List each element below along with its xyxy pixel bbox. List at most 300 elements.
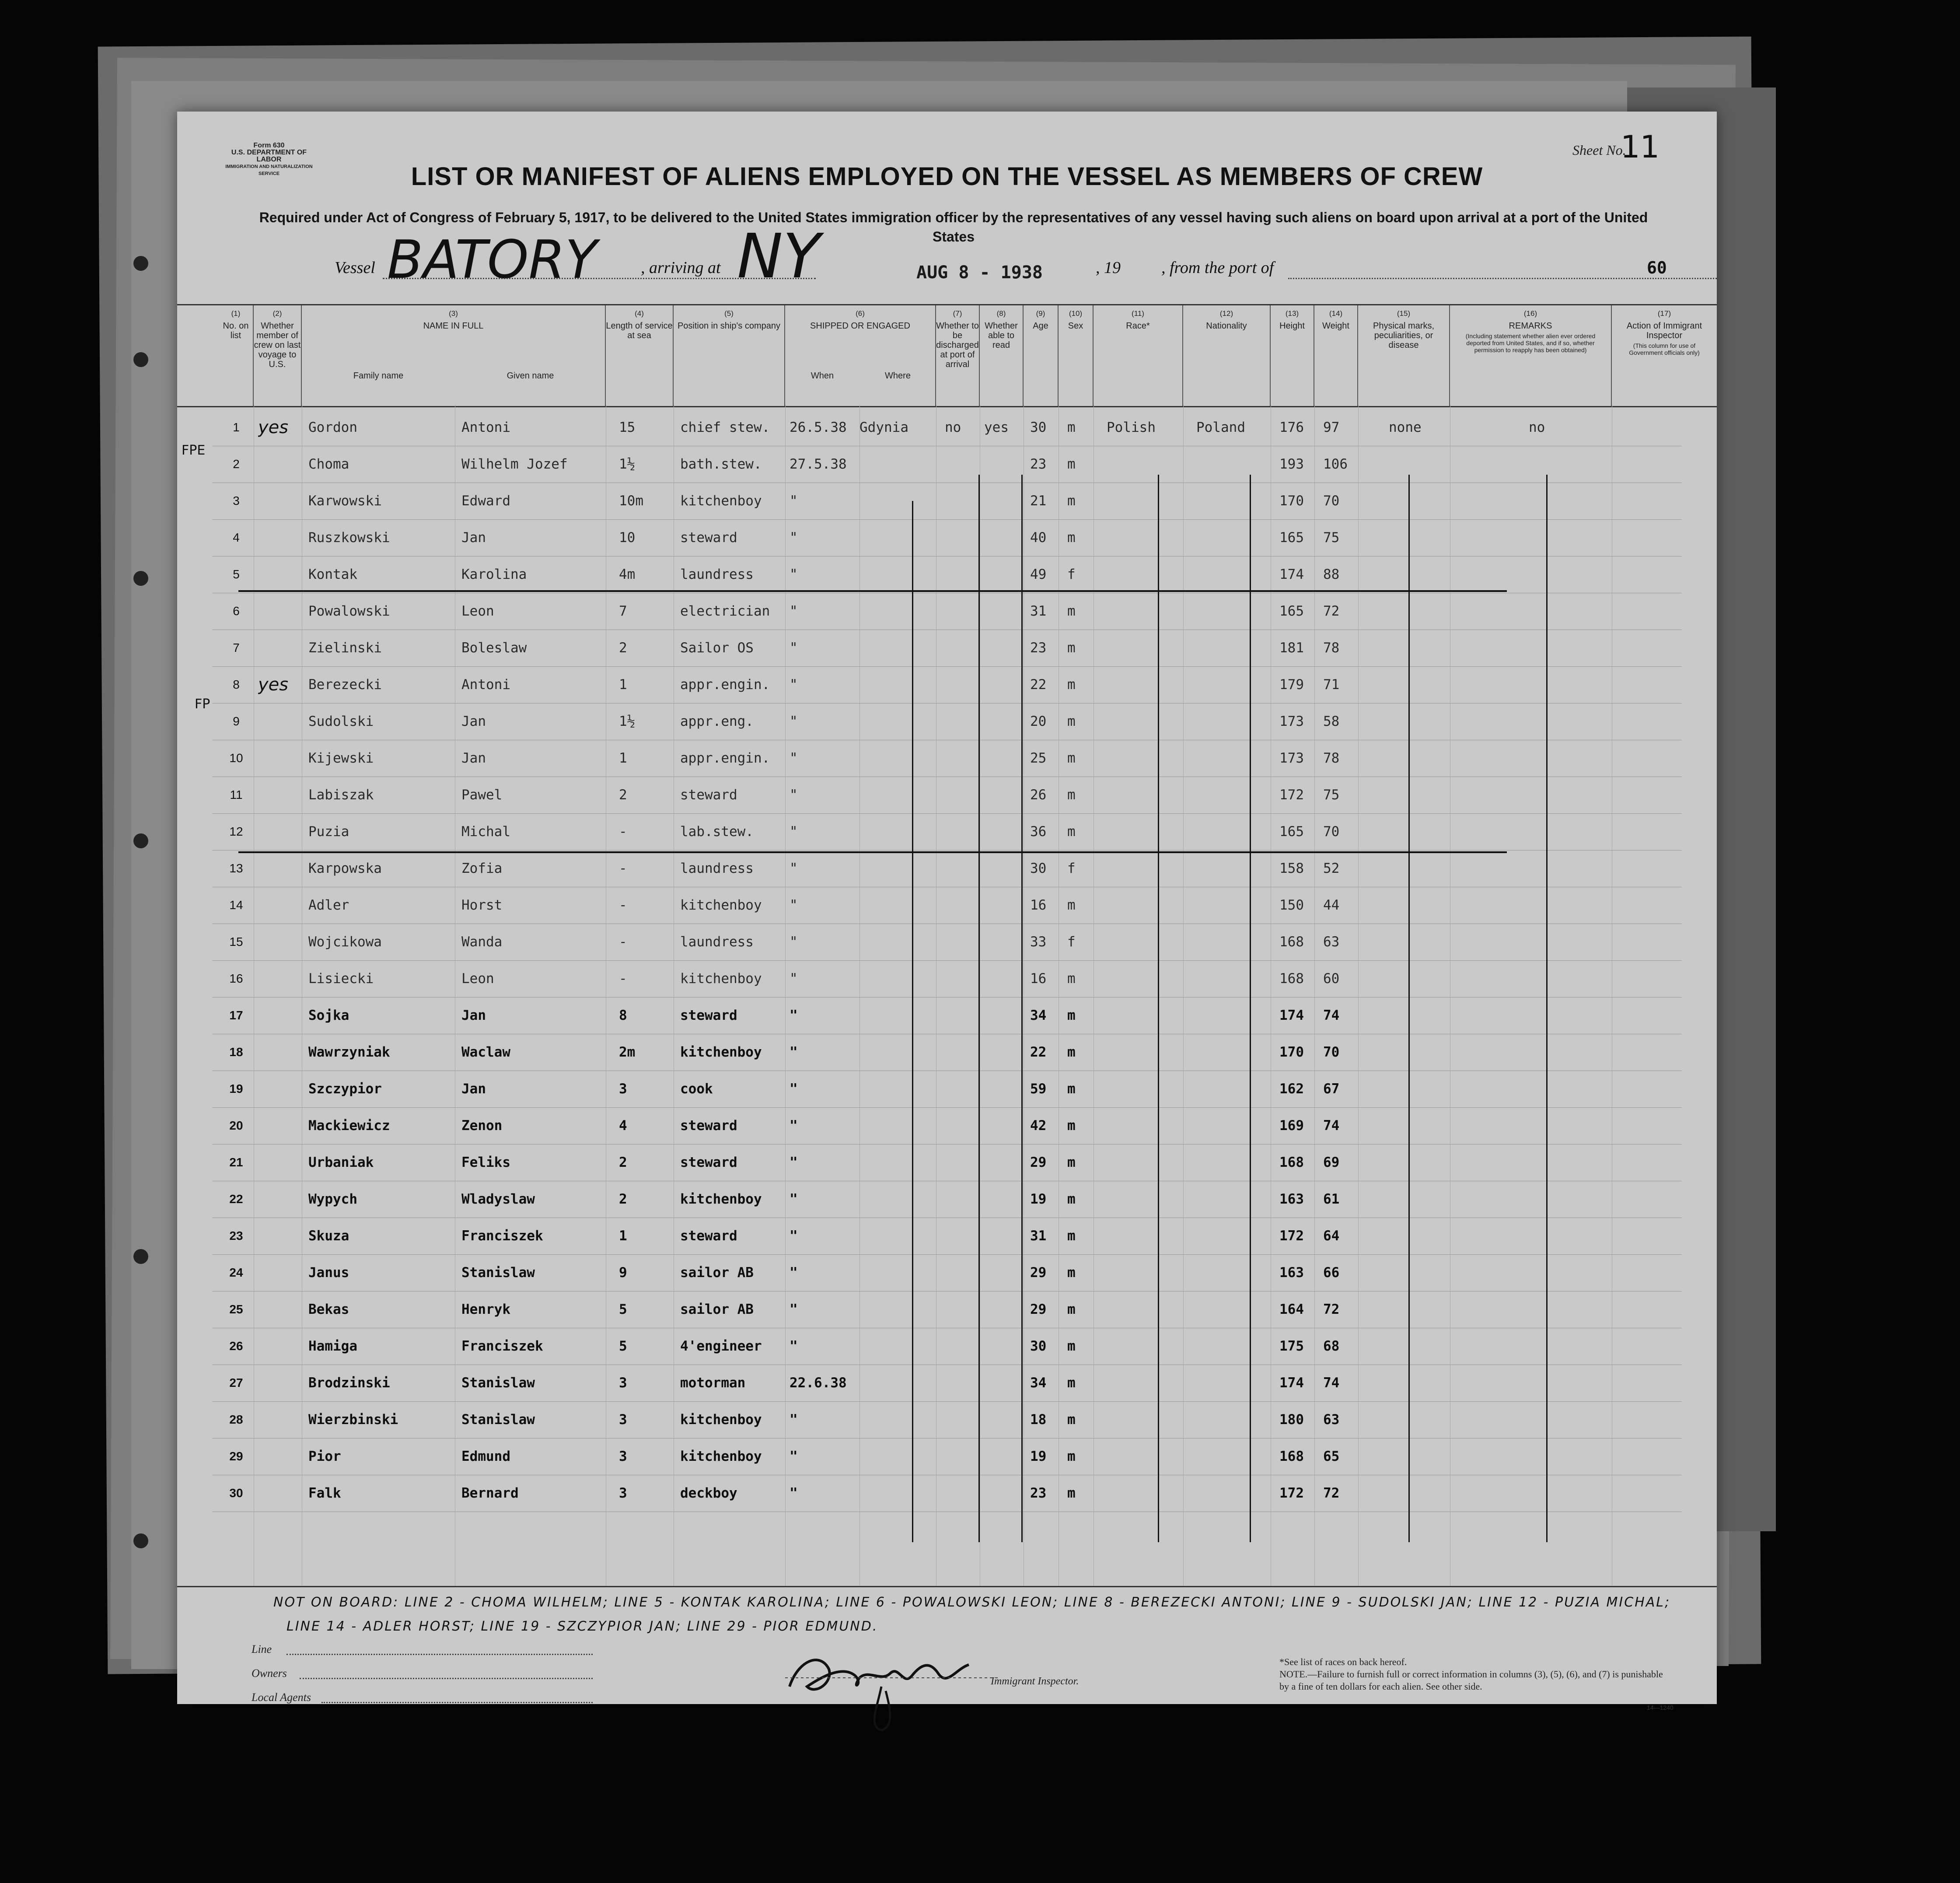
cell-race (1107, 1034, 1183, 1071)
cell-sex: m (1067, 530, 1076, 546)
cell-nationality (1196, 740, 1271, 777)
cell-marks (1389, 1218, 1450, 1254)
cell-service: 3 (619, 1485, 627, 1501)
cell-read (984, 703, 1024, 740)
cell-marks (1389, 960, 1450, 997)
cell-where (859, 1401, 934, 1438)
cell-race (1107, 813, 1183, 850)
table-bottom-rule (177, 1586, 1717, 1587)
cell-remarks (1529, 666, 1612, 703)
cell-height: 172 (1279, 1485, 1304, 1501)
cell-remarks (1529, 593, 1612, 630)
cell-no: 15 (229, 935, 243, 948)
cell-position: steward (680, 530, 737, 546)
cell-read (984, 483, 1024, 519)
cell-age: 31 (1030, 603, 1047, 619)
cell-position: steward (680, 1008, 737, 1023)
cell-last (258, 924, 306, 960)
cell-discharged (945, 666, 980, 703)
cell-remarks (1529, 777, 1612, 813)
cell-remarks (1529, 813, 1612, 850)
cell-where (859, 1254, 934, 1291)
cell-marks (1389, 1401, 1450, 1438)
cell-no: 9 (233, 714, 240, 728)
cell-family: Kontak (308, 567, 357, 582)
col-head-nationality: (12) Nationality (1183, 305, 1271, 406)
owners-dotline (300, 1678, 593, 1679)
cell-service: - (619, 934, 627, 950)
cell-marks (1389, 1181, 1450, 1218)
cell-no: 11 (230, 788, 243, 802)
cell-given: Waclaw (461, 1044, 510, 1060)
cell-age: 34 (1030, 1008, 1047, 1023)
cell-discharged (945, 593, 980, 630)
col-head-discharged: (7) Whether to be discharged at port of arrival (936, 305, 980, 406)
cell-marks (1389, 777, 1450, 813)
cell-position: steward (680, 1228, 737, 1244)
cell-read (984, 887, 1024, 924)
cell-height: 193 (1279, 456, 1304, 472)
cell-remarks (1529, 924, 1612, 960)
binder-hole (133, 1533, 148, 1548)
cell-family: Gordon (308, 420, 357, 435)
cell-given: Edmund (461, 1449, 510, 1464)
cell-nationality (1196, 1328, 1271, 1365)
cell-no: 23 (229, 1229, 243, 1242)
cell-weight: 70 (1323, 1044, 1340, 1060)
cell-sex: m (1067, 1375, 1076, 1391)
cell-given: Wanda (461, 934, 503, 950)
cell-where (859, 997, 934, 1034)
cell-family: Mackiewicz (308, 1118, 390, 1134)
cell-nationality (1196, 1107, 1271, 1144)
cell-given: Wladyslaw (461, 1191, 535, 1207)
cell-sex: m (1067, 677, 1076, 693)
binder-hole (133, 352, 148, 367)
cell-age: 19 (1030, 1191, 1047, 1207)
cell-last (258, 1254, 306, 1291)
cell-family: Janus (308, 1265, 349, 1281)
cell-weight: 75 (1323, 530, 1340, 546)
strike-row-12 (238, 851, 1507, 853)
cell-height: 170 (1279, 1044, 1304, 1060)
cell-discharged (945, 1291, 980, 1328)
cell-sex: m (1067, 456, 1076, 472)
cell-service: 3 (619, 1412, 627, 1428)
cell-when: " (790, 1008, 798, 1023)
cell-race (1107, 1218, 1183, 1254)
cell-where (859, 887, 934, 924)
cell-marks (1389, 813, 1450, 850)
cell-marks (1389, 1034, 1450, 1071)
cell-race (1107, 1107, 1183, 1144)
cell-age: 29 (1030, 1265, 1047, 1281)
cell-where: Gdynia (859, 420, 908, 435)
sheet-number: 11 (1621, 129, 1660, 165)
cell-race (1107, 556, 1183, 593)
cell-sex: m (1067, 824, 1076, 840)
cell-weight: 71 (1323, 677, 1340, 693)
cell-sex: m (1067, 1155, 1076, 1170)
cell-remarks (1529, 850, 1612, 887)
cell-height: 181 (1279, 640, 1304, 656)
cell-race (1107, 960, 1183, 997)
cell-last (258, 1144, 306, 1181)
cell-last (258, 1218, 306, 1254)
cell-sex: f (1067, 861, 1076, 876)
cell-remarks: no (1529, 420, 1545, 435)
cell-where (859, 850, 934, 887)
cell-no: 16 (229, 972, 243, 985)
cell-where (859, 593, 934, 630)
cell-position: kitchenboy (680, 1412, 762, 1428)
cell-where (859, 1328, 934, 1365)
table-row (177, 1034, 1717, 1071)
manifest-page (177, 112, 1717, 1711)
cell-age: 29 (1030, 1302, 1047, 1317)
cell-service: 1 (619, 677, 627, 693)
cell-read (984, 593, 1024, 630)
cell-nationality (1196, 1034, 1271, 1071)
cell-service: 1 (619, 750, 627, 766)
cell-position: kitchenboy (680, 971, 762, 987)
cell-weight: 66 (1323, 1265, 1340, 1281)
cell-family: Karpowska (308, 861, 382, 876)
cell-age: 30 (1030, 420, 1047, 435)
cell-height: 162 (1279, 1081, 1304, 1097)
cell-family: Hamiga (308, 1338, 357, 1354)
cell-discharged (945, 1438, 980, 1475)
cell-no: 8 (233, 678, 240, 691)
cell-age: 25 (1030, 750, 1047, 766)
cell-marks (1389, 630, 1450, 666)
ditto-stroke-remarks (1546, 475, 1548, 1542)
races-note: *See list of races on back hereof. (1279, 1656, 1407, 1667)
cell-position: chief stew. (680, 420, 770, 435)
cell-remarks (1529, 1365, 1612, 1401)
cell-service: 5 (619, 1338, 627, 1354)
cell-read (984, 1328, 1024, 1365)
cell-height: 172 (1279, 787, 1304, 803)
cell-no: 10 (229, 751, 243, 765)
cell-service: 8 (619, 1008, 627, 1023)
cell-service: 2m (619, 1044, 636, 1060)
cell-given: Leon (461, 971, 494, 987)
cell-sex: m (1067, 1485, 1076, 1501)
cell-discharged (945, 1107, 980, 1144)
cell-sex: m (1067, 420, 1076, 435)
cell-sex: m (1067, 750, 1076, 766)
corner-number: 60 (1647, 258, 1667, 277)
cell-given: Horst (461, 897, 503, 913)
cell-sex: m (1067, 1081, 1076, 1097)
cell-no: 30 (229, 1486, 243, 1500)
strike-row-5 (238, 590, 1507, 592)
cell-marks (1389, 1438, 1450, 1475)
cell-age: 33 (1030, 934, 1047, 950)
col-head-shipped: (6) SHIPPED OR ENGAGED When Where (785, 305, 936, 406)
cell-race (1107, 593, 1183, 630)
cell-where (859, 1181, 934, 1218)
cell-sex: m (1067, 493, 1076, 509)
cell-discharged (945, 777, 980, 813)
cell-age: 16 (1030, 897, 1047, 913)
cell-weight: 75 (1323, 787, 1340, 803)
cell-position: appr.eng. (680, 714, 754, 729)
cell-given: Henryk (461, 1302, 510, 1317)
cell-nationality (1196, 813, 1271, 850)
action-note: (This column for use of Government officials only) (1629, 342, 1700, 356)
cell-position: electrician (680, 603, 770, 619)
cell-service: - (619, 897, 627, 913)
cell-service: 4 (619, 1118, 627, 1134)
cell-marks (1389, 997, 1450, 1034)
cell-weight: 78 (1323, 750, 1340, 766)
cell-service: 4m (619, 567, 636, 582)
cell-marks (1389, 740, 1450, 777)
cell-nationality (1196, 1254, 1271, 1291)
cell-service: 2 (619, 640, 627, 656)
cell-nationality (1196, 593, 1271, 630)
cell-weight: 72 (1323, 1302, 1340, 1317)
cell-discharged (945, 1218, 980, 1254)
cell-no: 14 (229, 898, 243, 912)
table-row (177, 740, 1717, 777)
cell-no: 25 (229, 1302, 243, 1316)
cell-weight: 68 (1323, 1338, 1340, 1354)
cell-no: 2 (233, 457, 240, 471)
cell-discharged (945, 1475, 980, 1512)
cell-race (1107, 1438, 1183, 1475)
binder-hole (133, 833, 148, 848)
table-row (177, 1107, 1717, 1144)
cell-position: sailor AB (680, 1302, 754, 1317)
cell-discharged (945, 887, 980, 924)
cell-last (258, 1071, 306, 1107)
cell-last (258, 630, 306, 666)
cell-last (258, 1107, 306, 1144)
cell-discharged (945, 1144, 980, 1181)
cell-nationality (1196, 777, 1271, 813)
cell-last (258, 887, 306, 924)
cell-discharged (945, 519, 980, 556)
cell-marks (1389, 703, 1450, 740)
cell-race (1107, 1071, 1183, 1107)
cell-family: Sudolski (308, 714, 374, 729)
table-row (177, 777, 1717, 813)
cell-weight: 64 (1323, 1228, 1340, 1244)
cell-service: 1½ (619, 714, 636, 729)
cell-height: 174 (1279, 1375, 1304, 1391)
cell-nationality (1196, 924, 1271, 960)
ditto-stroke-read (1021, 475, 1023, 1542)
cell-position: sailor AB (680, 1265, 754, 1281)
department-name: U.S. DEPARTMENT OF LABOR (231, 149, 307, 163)
table-row (177, 813, 1717, 850)
cell-remarks (1529, 556, 1612, 593)
cell-race (1107, 666, 1183, 703)
cell-family: Zielinski (308, 640, 382, 656)
cell-where (859, 703, 934, 740)
cell-service: 10m (619, 493, 643, 509)
cell-discharged (945, 1328, 980, 1365)
cell-nationality (1196, 519, 1271, 556)
cell-race (1107, 887, 1183, 924)
cell-where (859, 630, 934, 666)
cell-race (1107, 446, 1183, 483)
margin-mark-row8: FP (195, 696, 210, 712)
not-on-board-note-1: NOT ON BOARD: LINE 2 - CHOMA WILHELM; LINE 5 - KONTAK KAROLINA; LINE 6 - POWALOWSKI LEON; LINE 8 - BEREZECKI ANTONI; LINE 9 - SUDOLSKI JAN; LINE 12 - PUZIA MICHAL; (273, 1595, 1671, 1610)
cell-service: - (619, 971, 627, 987)
table-row (177, 887, 1717, 924)
cell-no: 12 (229, 825, 243, 838)
table-header (177, 304, 1717, 407)
cell-marks (1389, 1144, 1450, 1181)
cell-given: Edward (461, 493, 510, 509)
cell-nationality (1196, 1144, 1271, 1181)
cell-position: laundress (680, 567, 754, 582)
cell-nationality (1196, 1291, 1271, 1328)
col-sub-where: Where (885, 371, 911, 381)
cell-sex: m (1067, 1191, 1076, 1207)
cell-weight: 67 (1323, 1081, 1340, 1097)
cell-remarks (1529, 1401, 1612, 1438)
cell-when: " (790, 897, 798, 913)
table-row (177, 519, 1717, 556)
margin-mark-row1: FPE (182, 443, 206, 458)
cell-no: 19 (229, 1082, 243, 1096)
cell-read (984, 556, 1024, 593)
cell-weight: 74 (1323, 1118, 1340, 1134)
cell-when: " (790, 530, 798, 546)
cell-height: 173 (1279, 714, 1304, 729)
cell-last (258, 1181, 306, 1218)
agents-dotline (321, 1702, 593, 1703)
cell-read (984, 740, 1024, 777)
cell-marks (1389, 1107, 1450, 1144)
cell-read (984, 1034, 1024, 1071)
cell-sex: m (1067, 640, 1076, 656)
cell-where (859, 1291, 934, 1328)
cell-race (1107, 703, 1183, 740)
cell-nationality (1196, 1475, 1271, 1512)
cell-position: bath.stew. (680, 456, 762, 472)
cell-discharged (945, 924, 980, 960)
cell-age: 36 (1030, 824, 1047, 840)
cell-read (984, 1254, 1024, 1291)
cell-family: Wawrzyniak (308, 1044, 390, 1060)
cell-weight: 58 (1323, 714, 1340, 729)
cell-service: 3 (619, 1449, 627, 1464)
cell-service: 10 (619, 530, 636, 546)
cell-discharged (945, 1401, 980, 1438)
cell-weight: 106 (1323, 456, 1348, 472)
cell-position: kitchenboy (680, 1449, 762, 1464)
cell-discharged (945, 813, 980, 850)
cell-service: 9 (619, 1265, 627, 1281)
col-sub-when: When (811, 371, 834, 381)
cell-read (984, 850, 1024, 887)
cell-race (1107, 1291, 1183, 1328)
cell-when: " (790, 1155, 798, 1170)
cell-read (984, 1291, 1024, 1328)
cell-given: Pawel (461, 787, 503, 803)
cell-marks: none (1389, 420, 1422, 435)
table-row (177, 1071, 1717, 1107)
cell-height: 168 (1279, 934, 1304, 950)
cell-weight: 52 (1323, 861, 1340, 876)
table-row (177, 666, 1717, 703)
cell-sex: m (1067, 897, 1076, 913)
cell-when: " (790, 1191, 798, 1207)
cell-when: " (790, 493, 798, 509)
cell-last (258, 593, 306, 630)
cell-service: 2 (619, 1155, 627, 1170)
cell-marks (1389, 1475, 1450, 1512)
cell-height: 176 (1279, 420, 1304, 435)
cell-discharged (945, 1071, 980, 1107)
table-row (177, 630, 1717, 666)
ditto-stroke-where (912, 501, 913, 1542)
cell-read (984, 1218, 1024, 1254)
cell-last (258, 997, 306, 1034)
cell-weight: 65 (1323, 1449, 1340, 1464)
cell-age: 23 (1030, 640, 1047, 656)
cell-last: yes (258, 675, 289, 695)
cell-when: " (790, 1044, 798, 1060)
inspector-signature (781, 1634, 1008, 1739)
cell-height: 179 (1279, 677, 1304, 693)
cell-last (258, 777, 306, 813)
cell-age: 42 (1030, 1118, 1047, 1134)
cell-marks (1389, 1291, 1450, 1328)
cell-height: 168 (1279, 1449, 1304, 1464)
cell-where (859, 777, 934, 813)
cell-position: steward (680, 1118, 737, 1134)
cell-sex: m (1067, 1338, 1076, 1354)
cell-family: Wojcikowa (308, 934, 382, 950)
cell-remarks (1529, 630, 1612, 666)
cell-family: Sojka (308, 1008, 349, 1023)
cell-where (859, 519, 934, 556)
inspector-label: Immigrant Inspector. (991, 1676, 1079, 1687)
cell-height: 174 (1279, 567, 1304, 582)
cell-position: kitchenboy (680, 493, 762, 509)
cell-remarks (1529, 519, 1612, 556)
cell-age: 20 (1030, 714, 1047, 729)
cell-no: 3 (233, 494, 240, 508)
cell-remarks (1529, 1475, 1612, 1512)
cell-no: 4 (233, 531, 240, 544)
cell-weight: 63 (1323, 1412, 1340, 1428)
cell-nationality (1196, 1401, 1271, 1438)
cell-last (258, 556, 306, 593)
col-head-position: (5) Position in ship's company (674, 305, 785, 406)
table-row (177, 997, 1717, 1034)
cell-service: 1 (619, 1228, 627, 1244)
cell-when: " (790, 971, 798, 987)
cell-when: " (790, 714, 798, 729)
cell-nationality (1196, 997, 1271, 1034)
cell-sex: m (1067, 1228, 1076, 1244)
cell-age: 22 (1030, 1044, 1047, 1060)
cell-sex: m (1067, 714, 1076, 729)
cell-no: 6 (233, 604, 240, 618)
binder-hole (133, 1249, 148, 1264)
cell-service: 3 (619, 1081, 627, 1097)
ditto-stroke-discharged (978, 475, 980, 1542)
cell-last (258, 1401, 306, 1438)
